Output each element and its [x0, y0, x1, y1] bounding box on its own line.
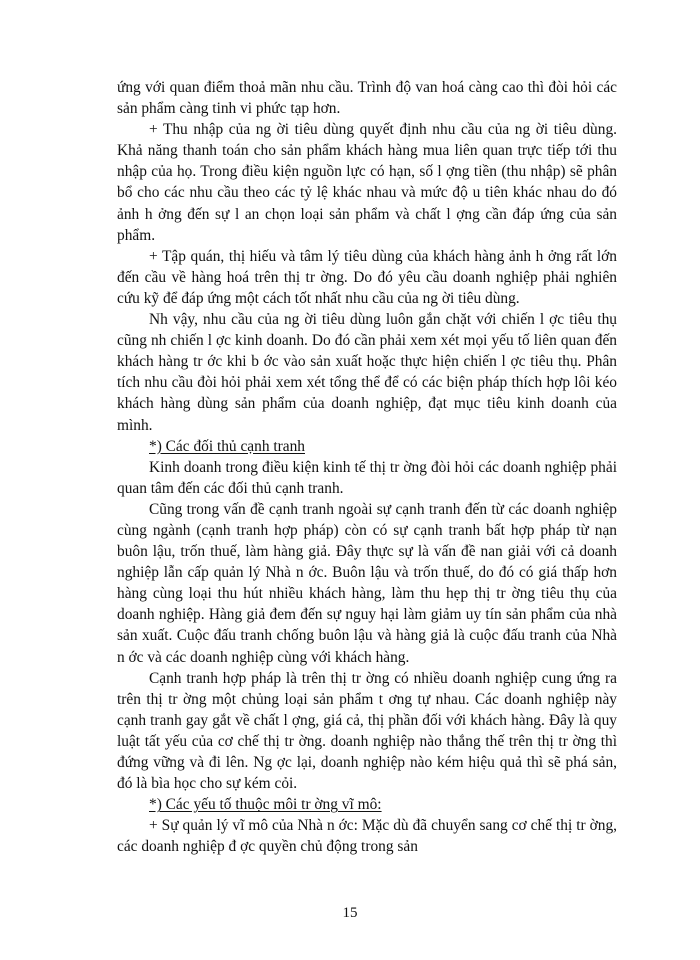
paragraph: Cạnh tranh hợp pháp là trên thị tr ờng có nhiều doanh nghiệp cung ứng ra trên thị tr ờng một chủng loại sản phẩm t ơng tự nhau. Các doanh nghiệp này cạnh tranh gay gắt về chất l ợng, giá cả, thị phần đối với khách hàng. Đây là quy luật tất yếu của cơ chế thị tr ờng. doanh nghiệp nào thắng thế trên thị tr ờng thì đứng vững và đi lên. Ng ợc lại, doanh nghiệp nào kém hiệu quả thì sẽ phá sản, đó là bìa học cho sự kém cỏi. [117, 669, 617, 793]
section-heading: *) Các yếu tố thuộc môi tr ờng vĩ mô: [149, 796, 382, 814]
paragraph: + Sự quản lý vĩ mô của Nhà n ớc: Mặc dù đã chuyển sang cơ chế thị tr ờng, các doanh nghiệp đ ợc quyền chủ động trong sản [117, 817, 617, 856]
page-number: 15 [342, 905, 358, 921]
paragraph: Kinh doanh trong điều kiện kinh tế thị tr ờng đòi hỏi các doanh nghiệp phải quan tâm đến các đối thủ cạnh tranh. [117, 458, 617, 497]
paragraph: ứng với quan điểm thoả mãn nhu cầu. Trình độ van hoá càng cao thì đòi hỏi các sản phẩm càng tinh vi phức tạp hơn. [117, 79, 617, 118]
paragraph: + Tập quán, thị hiếu và tâm lý tiêu dùng của khách hàng ảnh h ởng rất lớn đến cầu về hàng hoá trên thị tr ờng. Do đó yêu cầu doanh nghiệp phải nghiên cứu kỹ để đáp ứng một cách tốt nhất nhu cầu của ng ời tiêu dùng. [117, 247, 617, 307]
paragraph: + Thu nhập của ng ời tiêu dùng quyết định nhu cầu của ng ời tiêu dùng. Khả năng thanh toán cho sản phẩm khách hàng mua liên quan trực tiếp tới thu nhập của họ. Trong điều kiện nguồn lực có hạn, số l ợng tiền (thu nhập) sẽ phân bổ cho các nhu cầu theo các tỷ lệ khác nhau và mức độ u tiên khác nhau do đó ảnh h ởng đến sự l an chọn loại sản phẩm và chất l ợng cần đáp ứng của sản phẩm. [117, 121, 617, 244]
paragraph: Nh vậy, nhu cầu của ng ời tiêu dùng luôn gắn chặt với chiến l ợc tiêu thụ cũng nh chiến l ợc kinh doanh. Do đó cần phải xem xét mọi yếu tố liên quan đến khách hàng tr ớc khi b ớc vào sản xuất hoặc thực hiện chiến l ợc tiêu thụ. Phân tích nhu cầu đòi hỏi phải xem xét tổng thể để có các biện pháp thích hợp lôi kéo khách hàng dùng sản phẩm của doanh nghiệp, đạt mục tiêu kinh doanh của mình. [117, 311, 617, 434]
body-text [117, 77, 617, 857]
section-heading: *) Các đối thủ cạnh tranh [149, 437, 305, 455]
paragraph: Cũng trong vấn đề cạnh tranh ngoài sự cạnh tranh đến từ các doanh nghiệp cùng ngành (cạnh tranh hợp pháp) còn có sự cạnh tranh bất hợp pháp từ nạn buôn lậu, trốn thuế, làm hàng giả. Đây thực sự là vấn đề nan giải với cả doanh nghiệp lẫn cấp quản lý Nhà n ớc. Buôn lậu và trốn thuế, do đó có giá thấp hơn hàng cùng loại thu hút nhiều khách hàng, làm thu hẹp thị tr ờng tiêu thụ của doanh nghiệp. Hàng giả đem đến sự nguy hại làm giảm uy tín sản phẩm của nhà sản xuất. Cuộc đấu tranh chống buôn lậu và hàng giả là cuộc đấu tranh của Nhà n ớc và các doanh nghiệp cùng với khách hàng. [117, 500, 617, 666]
